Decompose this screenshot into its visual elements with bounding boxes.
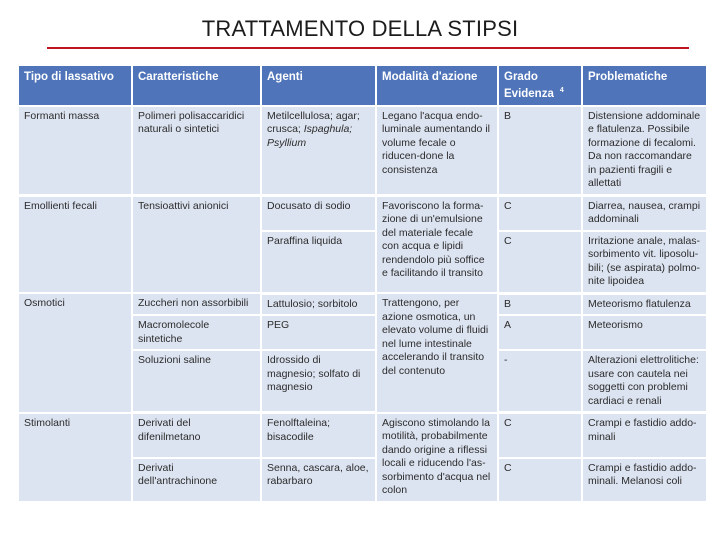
table-row xyxy=(18,195,707,231)
cell-caratteristiche: Tensioattivi anionici xyxy=(132,195,261,293)
table-row xyxy=(18,293,707,315)
cell-grado: B xyxy=(498,106,582,196)
header-agenti: Agenti xyxy=(261,65,376,106)
cell-problematiche: Crampi e fastidio addo-minali xyxy=(582,413,707,458)
cell-caratteristiche: Soluzioni saline xyxy=(132,350,261,413)
cell-problematiche: Distensione addominale e flatulenza. Possibile formazione di fecalomi. Da non raccomandare in pazienti fragili e allettati xyxy=(582,106,707,196)
header-grado-superscript: 4 xyxy=(559,87,564,94)
cell-problematiche: Meteorismo flatulenza xyxy=(582,293,707,315)
cell-agenti: Fenolftaleina; bisacodile xyxy=(261,413,376,458)
cell-tipo: Osmotici xyxy=(18,293,132,413)
table-row xyxy=(18,413,707,458)
laxative-table xyxy=(17,64,706,503)
header-row xyxy=(18,65,707,106)
header-tipo: Tipo di lassativo xyxy=(18,65,132,106)
cell-agenti: Idrossido di magnesio; solfato di magnesio xyxy=(261,350,376,413)
cell-caratteristiche: Macromolecole sintetiche xyxy=(132,315,261,350)
cell-problematiche: Crampi e fastidio addo-minali. Melanosi coli xyxy=(582,458,707,502)
table-row xyxy=(18,106,707,196)
cell-agenti-italic: Ispaghula; Psyllium xyxy=(267,123,353,149)
cell-modalita: Favoriscono la forma-zione di un'emulsione del materiale fecale con acqua e lipidi rendendolo più soffice e facilitando il transito xyxy=(376,195,498,293)
cell-agenti-text: Metilcellulosa; agar; crusca; xyxy=(267,109,360,136)
cell-grado: C xyxy=(498,231,582,294)
cell-problematiche: Alterazioni elettrolitiche: usare con cautela nei soggetti con problemi cardiaci e renali xyxy=(582,350,707,413)
cell-grado: C xyxy=(498,413,582,458)
cell-tipo: Formanti massa xyxy=(18,106,132,196)
header-modalita: Modalità d'azione xyxy=(376,65,498,106)
cell-agenti: Docusato di sodio xyxy=(261,195,376,231)
cell-problematiche: Meteorismo xyxy=(582,315,707,350)
header-grado-label: Grado Evidenza xyxy=(504,71,554,100)
cell-agenti: Paraffina liquida xyxy=(261,231,376,294)
title-underline xyxy=(47,47,689,49)
cell-agenti: Lattulosio; sorbitolo xyxy=(261,293,376,315)
page-title: TRATTAMENTO DELLA STIPSI xyxy=(201,16,519,41)
cell-caratteristiche: Zuccheri non assorbibili xyxy=(132,293,261,315)
cell-modalita: Trattengono, per azione osmotica, un elevato volume di fluidi nel lume intestinale accelerando il transito del contenuto xyxy=(376,293,498,413)
cell-caratteristiche: Derivati del difenilmetano xyxy=(132,413,261,458)
cell-agenti: Senna, cascara, aloe, rabarbaro xyxy=(261,458,376,502)
header-problematiche: Problematiche xyxy=(582,65,707,106)
cell-tipo: Stimolanti xyxy=(18,413,132,502)
cell-grado: C xyxy=(498,195,582,231)
header-grado xyxy=(498,65,582,106)
cell-grado: C xyxy=(498,458,582,502)
cell-modalita: Legano l'acqua endo-luminale aumentando il volume fecale o riducen-done la consistenza xyxy=(376,106,498,196)
cell-problematiche: Diarrea, nausea, crampi addominali xyxy=(582,195,707,231)
cell-grado: A xyxy=(498,315,582,350)
cell-modalita: Agiscono stimolando la motilità, probabilmente dando origine a riflessi locali e riducendo l'as-sorbimento d'acqua nel colon xyxy=(376,413,498,502)
cell-tipo: Emollienti fecali xyxy=(18,195,132,293)
cell-agenti: PEG xyxy=(261,315,376,350)
cell-problematiche: Irritazione anale, malas-sorbimento vit. liposolu-bili; (se aspirata) polmo-nite lipoidea xyxy=(582,231,707,294)
cell-caratteristiche: Derivati dell'antrachinone xyxy=(132,458,261,502)
cell-grado: B xyxy=(498,293,582,315)
cell-agenti xyxy=(261,106,376,196)
cell-caratteristiche: Polimeri polisaccaridici naturali o sintetici xyxy=(132,106,261,196)
cell-grado: - xyxy=(498,350,582,413)
header-caratteristiche: Caratteristiche xyxy=(132,65,261,106)
